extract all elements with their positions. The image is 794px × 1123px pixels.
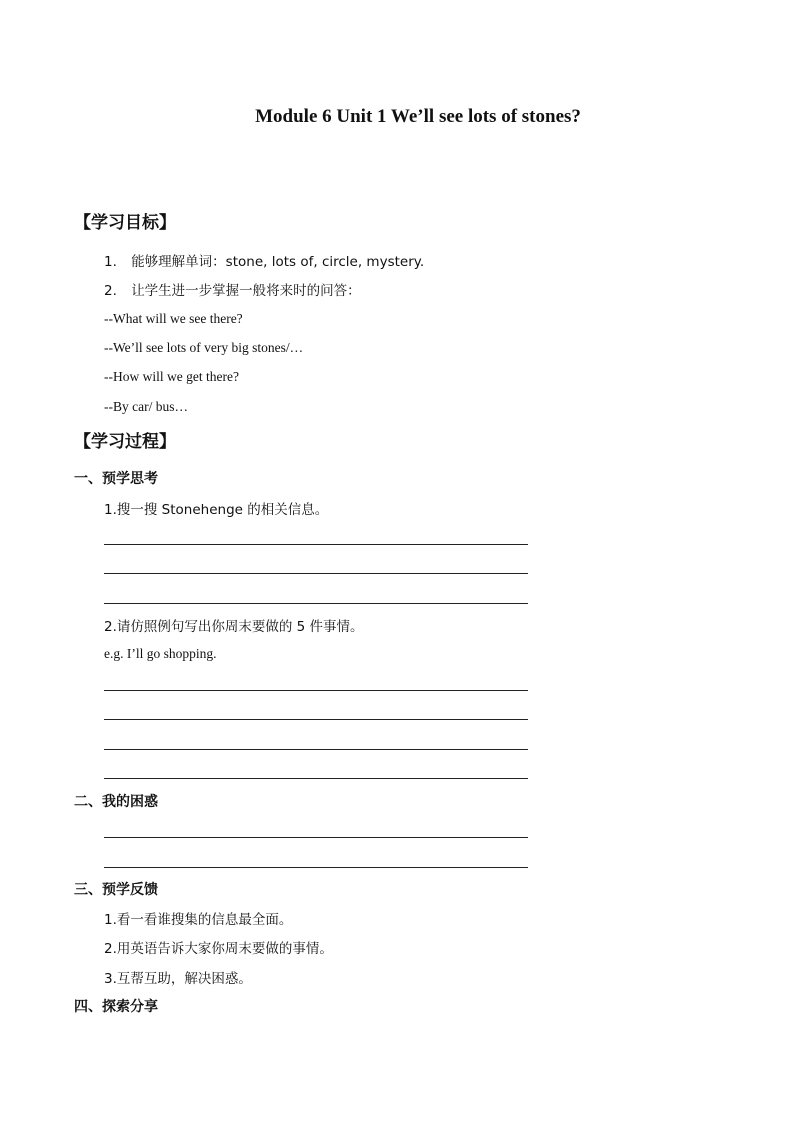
goal-item-number: 1. bbox=[104, 254, 117, 270]
part1-question-1: 1.搜一搜 Stonehenge 的相关信息。 bbox=[104, 502, 329, 518]
part1-question-2: 2.请仿照例句写出你周末要做的 5 件事情。 bbox=[104, 619, 364, 635]
part2-heading: 二、我的困惑 bbox=[74, 794, 158, 810]
answer-line[interactable] bbox=[104, 544, 528, 545]
example-sentence: e.g. I’ll go shopping. bbox=[104, 646, 217, 661]
part3-heading: 三、预学反馈 bbox=[74, 882, 158, 898]
answer-line[interactable] bbox=[104, 778, 528, 779]
answer-line[interactable] bbox=[104, 690, 528, 691]
goal-item-2 bbox=[104, 279, 361, 299]
dialogue-line: --How will we get there? bbox=[104, 369, 239, 384]
answer-line[interactable] bbox=[104, 573, 528, 574]
part1-heading: 一、预学思考 bbox=[74, 471, 158, 487]
dialogue-line: --What will we see there? bbox=[104, 311, 243, 326]
feedback-item: 1.看一看谁搜集的信息最全面。 bbox=[104, 912, 293, 928]
page-title: Module 6 Unit 1 We’ll see lots of stones? bbox=[255, 106, 581, 127]
process-heading: 【学习过程】 bbox=[74, 432, 176, 452]
answer-line[interactable] bbox=[104, 603, 528, 604]
dialogue-line: --We’ll see lots of very big stones/… bbox=[104, 340, 304, 355]
goals-heading: 【学习目标】 bbox=[74, 213, 176, 233]
dialogue-line: --By car/ bus… bbox=[104, 399, 188, 414]
answer-line[interactable] bbox=[104, 867, 528, 868]
goal-item-text: 让学生进一步掌握一般将来时的问答： bbox=[131, 283, 361, 299]
goal-item-1 bbox=[104, 250, 424, 270]
answer-line[interactable] bbox=[104, 719, 528, 720]
answer-line[interactable] bbox=[104, 837, 528, 838]
part4-heading: 四、探索分享 bbox=[74, 999, 158, 1015]
feedback-item: 3.互帮互助，解决困惑。 bbox=[104, 971, 252, 987]
goal-item-number: 2. bbox=[104, 283, 117, 299]
feedback-item: 2.用英语告诉大家你周末要做的事情。 bbox=[104, 941, 333, 957]
answer-line[interactable] bbox=[104, 749, 528, 750]
goal-item-text: 能够理解单词：stone, lots of, circle, mystery. bbox=[131, 254, 425, 270]
